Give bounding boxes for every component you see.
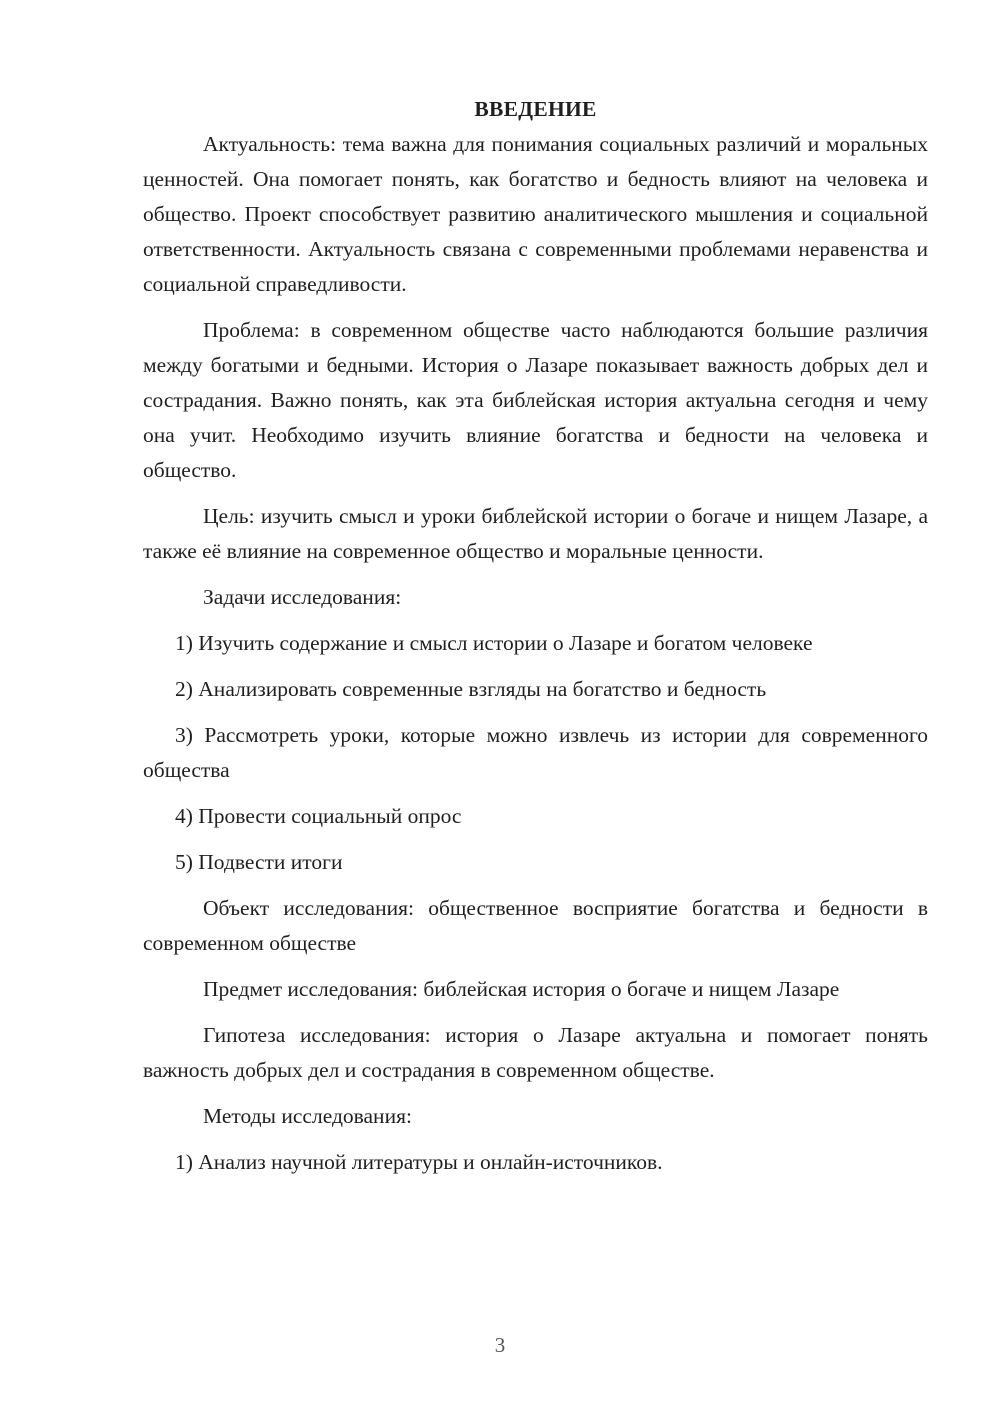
problem-paragraph: Проблема: в современном обществе часто наблюдаются большие различия между богатыми и бедными. История о Лазаре показывает важность добрых дел и сострадания. Важно понять, как эта библейская история актуальна сегодня и чему она учит. Необходимо изучить влияние богатства и бедности на человека и общество. <box>143 318 928 482</box>
methods-heading: Методы исследования: <box>203 1104 412 1128</box>
method-item-1: 1) Анализ научной литературы и онлайн-источников. <box>175 1150 663 1174</box>
tasks-heading: Задачи исследования: <box>203 585 402 609</box>
task-item-4: 4) Провести социальный опрос <box>175 804 462 828</box>
hypothesis-paragraph: Гипотеза исследования: история о Лазаре актуальна и помогает понять важность добрых дел и сострадания в современном обществе. <box>143 1023 928 1082</box>
task-item-1: 1) Изучить содержание и смысл истории о Лазаре и богатом человеке <box>175 631 813 655</box>
document-page <box>143 92 928 1191</box>
relevance-paragraph: Актуальность: тема важна для понимания социальных различий и моральных ценностей. Она помогает понять, как богатство и бедность влияют на человека и общество. Проект способствует развитию аналитического мышления и социальной ответственности. Актуальность связана с современными проблемами неравенства и социальной справедливости. <box>143 132 928 296</box>
task-item-5: 5) Подвести итоги <box>175 850 343 874</box>
page-number: 3 <box>494 1333 506 1357</box>
task-item-2: 2) Анализировать современные взгляды на богатство и бедность <box>175 677 767 701</box>
task-item-3: 3) Рассмотреть уроки, которые можно извлечь из истории для современного общества <box>143 723 928 782</box>
object-paragraph: Объект исследования: общественное восприятие богатства и бедности в современном обществе <box>143 896 928 955</box>
goal-paragraph: Цель: изучить смысл и уроки библейской истории о богаче и нищем Лазаре, а также её влияние на современное общество и моральные ценности. <box>143 504 928 563</box>
subject-paragraph: Предмет исследования: библейская история о богаче и нищем Лазаре <box>203 977 840 1001</box>
page-title: ВВЕДЕНИЕ <box>474 97 597 121</box>
